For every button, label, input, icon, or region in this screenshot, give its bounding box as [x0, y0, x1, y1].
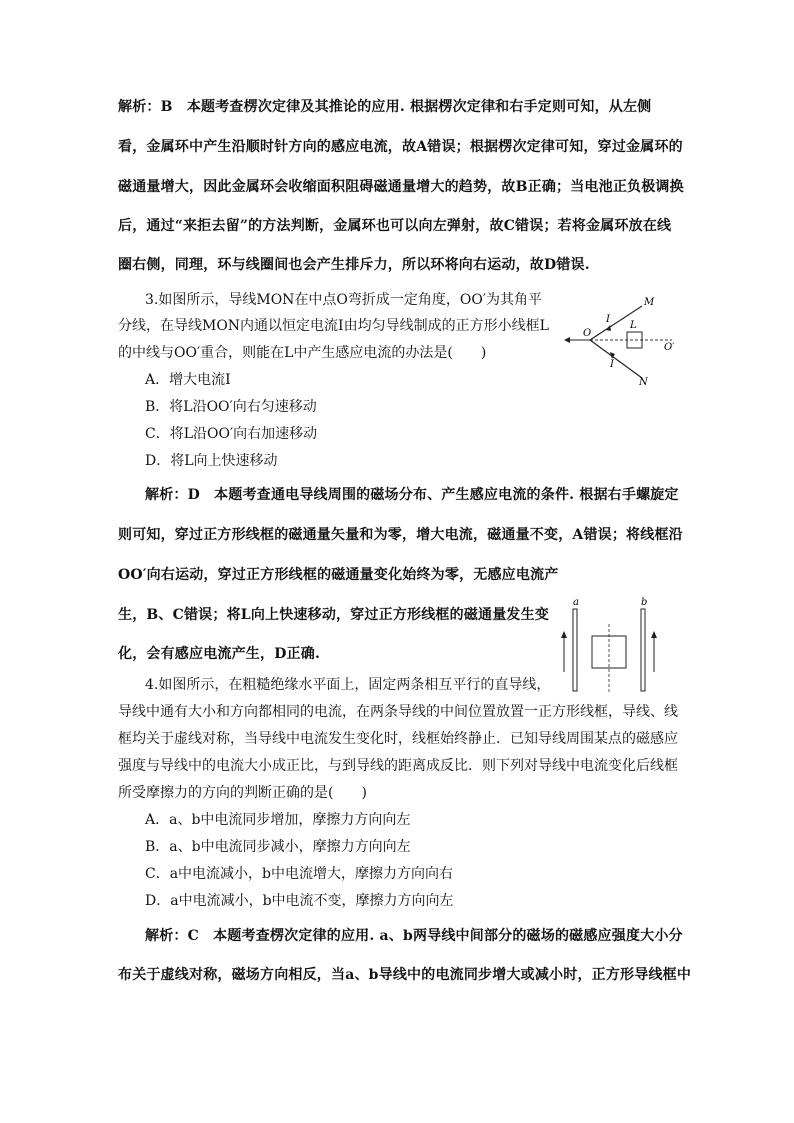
arrow-up-icon [561, 631, 567, 638]
label-i-top: I [606, 314, 610, 325]
label-i-bottom: I [610, 359, 614, 370]
current-arrow-icon [606, 325, 611, 331]
question-stem-line: 3.如图所示，导线MON在中点O弯折成一定角度，OO′为其角平 [145, 292, 543, 308]
label-o-prime: O′ [664, 342, 675, 353]
solution-line: 后，通过“来拒去留”的方法判断，金属环也可以向左弹射，故C错误；若将金属环放在线 [118, 218, 672, 234]
wire-a [573, 609, 577, 691]
solution-line: 解析：D 本题考查通电导线周围的磁场分布、产生感应电流的条件. 根据右手螺旋定 [145, 487, 679, 503]
question-stem-line: 框均关于虚线对称，当导线中电流发生变化时，线框始终静止．已知导线周围某点的磁感应 [118, 731, 678, 747]
solution-line: 化，会有感应电流产生，D正确. [118, 646, 321, 662]
question-stem-line: 4.如图所示，在粗糙绝缘水平面上，固定两条相互平行的直导线， [145, 677, 551, 693]
solution-line: 看，金属环中产生沿顺时针方向的感应电流，故A错误；根据楞次定律可知，穿过金属环的 [118, 139, 683, 155]
question-stem-line: 导线中通有大小和方向都相同的电流，在两条导线的中间位置放置一正方形线框，导线、线 [118, 704, 678, 720]
label-m: M [644, 297, 655, 308]
arrow-icon [564, 337, 570, 343]
label-n: N [639, 377, 648, 387]
label-l: L [630, 320, 637, 331]
question-stem-line: 所受摩擦力的方向的判断正确的是( ) [118, 785, 367, 801]
wire-on [590, 340, 642, 378]
solution-line: 布关于虚线对称，磁场方向相反，当a、b导线中的电流同步增大或减小时，正方形导线框中 [118, 967, 692, 983]
question-stem-line: 强度与导线中的电流大小成正比，与到导线的距离成反比．则下列对导线中电流变化后线框 [118, 758, 678, 774]
label-b: b [641, 597, 648, 608]
option-b: B．a、b中电流同步减小，摩擦力方向向左 [145, 839, 411, 855]
option-b: B．将L沿OO′向右匀速移动 [145, 399, 317, 415]
label-a: a [573, 597, 579, 608]
solution-line: 则可知，穿过正方形线框的磁通量矢量和为零，增大电流，磁通量不变，A错误；将线框沿 [118, 527, 683, 543]
option-c: C．将L沿OO′向右加速移动 [145, 426, 318, 442]
square-loop-l [627, 332, 642, 348]
parallel-wires-figure [556, 596, 666, 694]
mon-wire-figure [560, 292, 690, 387]
question-stem-line: 分线，在导线MON内通以恒定电流I由均匀导线制成的正方形小线框L [118, 318, 549, 334]
solution-line: 解析：C 本题考查楞次定律的应用. a、b两导线中间部分的磁场的磁感应强度大小分 [145, 928, 683, 944]
solution-line: OO′向右运动，穿过正方形线框的磁通量变化始终为零，无感应电流产 [118, 567, 559, 583]
solution-line: 圈右侧，同理，环与线圈间也会产生排斥力，所以环将向右运动，故D错误. [118, 257, 590, 273]
arrow-up-icon [651, 631, 657, 638]
option-a: A．a、b中电流同步增加，摩擦力方向向左 [145, 812, 411, 828]
option-d: D．将L向上快速移动 [145, 453, 278, 469]
solution-line: 解析：B 本题考查楞次定律及其推论的应用. 根据楞次定律和右手定则可知，从左侧 [118, 99, 652, 115]
option-d: D．a中电流减小，b中电流不变，摩擦力方向向左 [145, 893, 454, 909]
question-stem-line: 的中线与OO′重合，则能在L中产生感应电流的办法是( ) [118, 345, 487, 361]
solution-line: 生，B、C错误；将L向上快速移动，穿过正方形线框的磁通量发生变 [118, 607, 550, 623]
label-o: O [583, 328, 592, 339]
option-c: C．a中电流减小，b中电流增大，摩擦力方向向右 [145, 866, 454, 882]
wire-b [641, 609, 645, 691]
option-a: A．增大电流I [145, 372, 231, 388]
solution-line: 磁通量增大，因此金属环会收缩面积阻碍磁通量增大的趋势，故B正确；当电池正负极调换 [118, 179, 684, 195]
